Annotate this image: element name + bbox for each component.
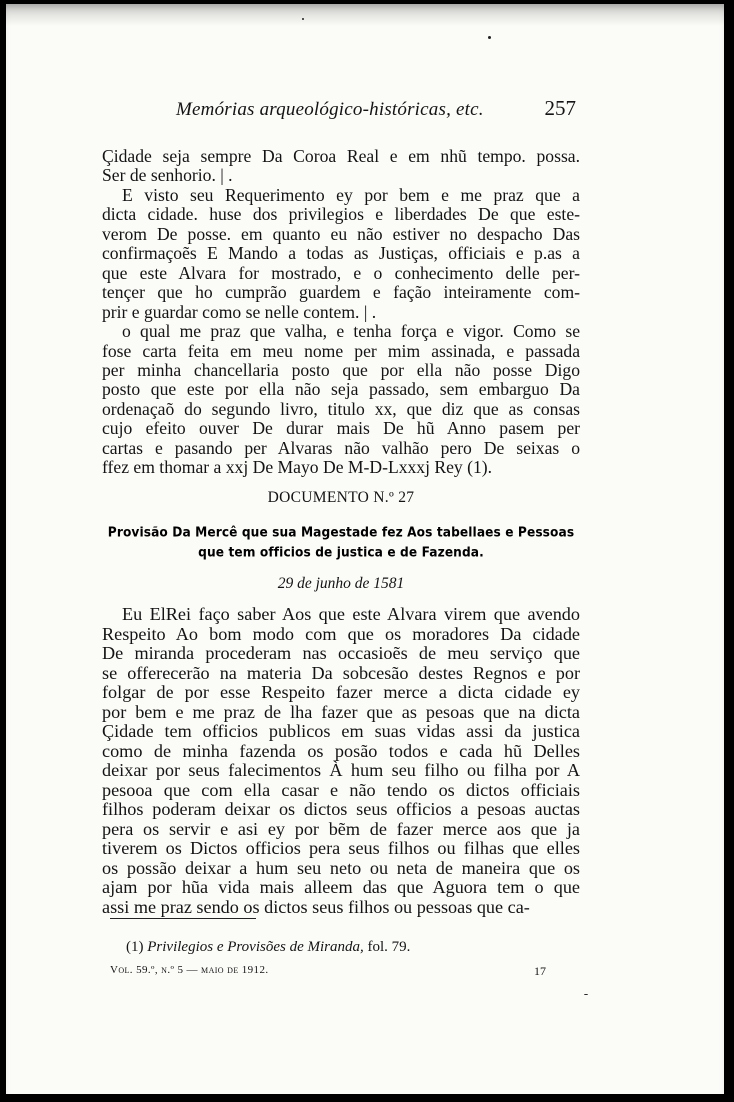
text-line: se offerecerão na materia Da sobcesão destes Regnos e por <box>102 662 580 683</box>
text-line: cujo efeito ouver De durar mais De hũ Anno pasem per <box>102 418 580 439</box>
text-line: filhos poderam deixar os dictos seus officios a pesoas auctas <box>102 799 580 819</box>
running-title: Memórias arqueológico-históricas, etc. <box>176 99 484 120</box>
text-line: per minha chancellaria posto que por ella não posse Digo <box>102 359 580 380</box>
text-line: verom De posse. em quanto eu não estiver no despacho Das <box>102 223 580 244</box>
text-line: De miranda procederam nas occasioẽs de meu serviço que <box>102 643 580 663</box>
text-line: tençer que ho cumprão guardem e fação inteiramente com- <box>102 282 580 303</box>
text-line: Ser de senhorio. | . <box>102 165 233 186</box>
scan-speck <box>584 994 588 995</box>
text-line: tiverem os Dictos officios pera seus filhos ou filhas que elles <box>102 838 580 858</box>
scan-shadow <box>6 4 724 26</box>
text-line: Çidade tem officios publicos em suas vidas assi da justica <box>102 721 580 741</box>
document-title-line: Provisão Da Mercê que sua Magestade fez Aos tabellaes e Pessoas <box>107 524 575 540</box>
signature-mark: 17 <box>534 964 546 978</box>
text-block-continuation <box>102 147 580 478</box>
footnote-divider <box>110 918 256 919</box>
text-line: pesooa que com ella casar e não tendo os dictos officiais <box>102 779 580 800</box>
text-line: E visto seu Requerimento ey por bem e me praz que a <box>122 184 580 205</box>
text-block-document <box>102 605 580 917</box>
text-line: ajam por hũa vida mais alleem das que Aguora tem o que <box>102 877 580 897</box>
text-line: folgar de por esse Respeito fazer merce a dicta cidade ey <box>102 682 580 702</box>
text-line: assi me praz sendo os dictos seus filhos ou pessoas que ca- <box>102 896 530 917</box>
volume-line: Vol. 59.º, n.º 5 — maio de 1912. <box>110 964 269 976</box>
document-title-line: que tem officios de justica e de Fazenda. <box>198 544 484 561</box>
document-page <box>6 4 724 1094</box>
page-number: 257 <box>544 96 576 120</box>
scan-speck <box>488 36 491 39</box>
text-line: por bem e me praz de lha fazer que as pesoas que na dicta <box>102 701 580 722</box>
text-line: pera os servir e asi ey por bẽm de fazer merce aos que ja <box>102 818 580 839</box>
text-line: Eu ElRei faço saber Aos que este Alvara virem que avendo <box>122 604 580 624</box>
document-title <box>102 522 580 562</box>
text-line: cartas e pasando per Alvaras não valhão pero De seixas o <box>102 437 580 458</box>
text-line: ffez em thomar a xxj De Mayo De M-D-Lxxxj Rey (1). <box>102 457 493 478</box>
document-heading: DOCUMENTO N.º 27 <box>267 489 415 506</box>
text-line: os possão deixar a hum seu neto ou neta de maneira que os <box>102 857 580 878</box>
text-line: Respeito Ao bom modo com que os moradores Da cidade <box>102 623 580 644</box>
text-line: confirmaçoẽs E Mando a todas as Justiças, officiais e p.as a <box>102 243 580 264</box>
page-header <box>176 96 576 121</box>
text-line: posto que este por ella não seja passado, sem embarguo Da <box>102 379 580 400</box>
text-line: ordenaçaõ do segundo livro, titulo xx, que diz que as consas <box>102 398 580 419</box>
footnote-reference: fol. 79. <box>367 939 411 955</box>
scan-speck <box>302 18 304 20</box>
text-line: deixar por seus falecimentos À hum seu filho ou filha por A <box>102 760 580 780</box>
document-date: 29 de junho de 1581 <box>277 575 405 592</box>
text-line: fose carta feita em meu nome per mim assinada, e passada <box>102 340 580 361</box>
text-line: Çidade seja sempre Da Coroa Real e em nhũ tempo. possa. <box>102 146 580 166</box>
footnote-title: Privilegios e Provisões de Miranda, <box>147 939 364 955</box>
text-line: prir e guardar como se nelle contem. | . <box>102 301 377 322</box>
text-line: como de minha fazenda os posão todos e cada hũ Delles <box>102 740 580 761</box>
footnote-marker: (1) <box>126 939 144 955</box>
footnote <box>126 939 410 956</box>
text-line: dicta cidade. huse dos privilegios e liberdades De que este- <box>102 204 580 225</box>
text-line: o qual me praz que valha, e tenha força e vigor. Como se <box>122 321 580 342</box>
text-line: que este Alvara for mostrado, e o conhecimento delle per- <box>102 262 580 283</box>
